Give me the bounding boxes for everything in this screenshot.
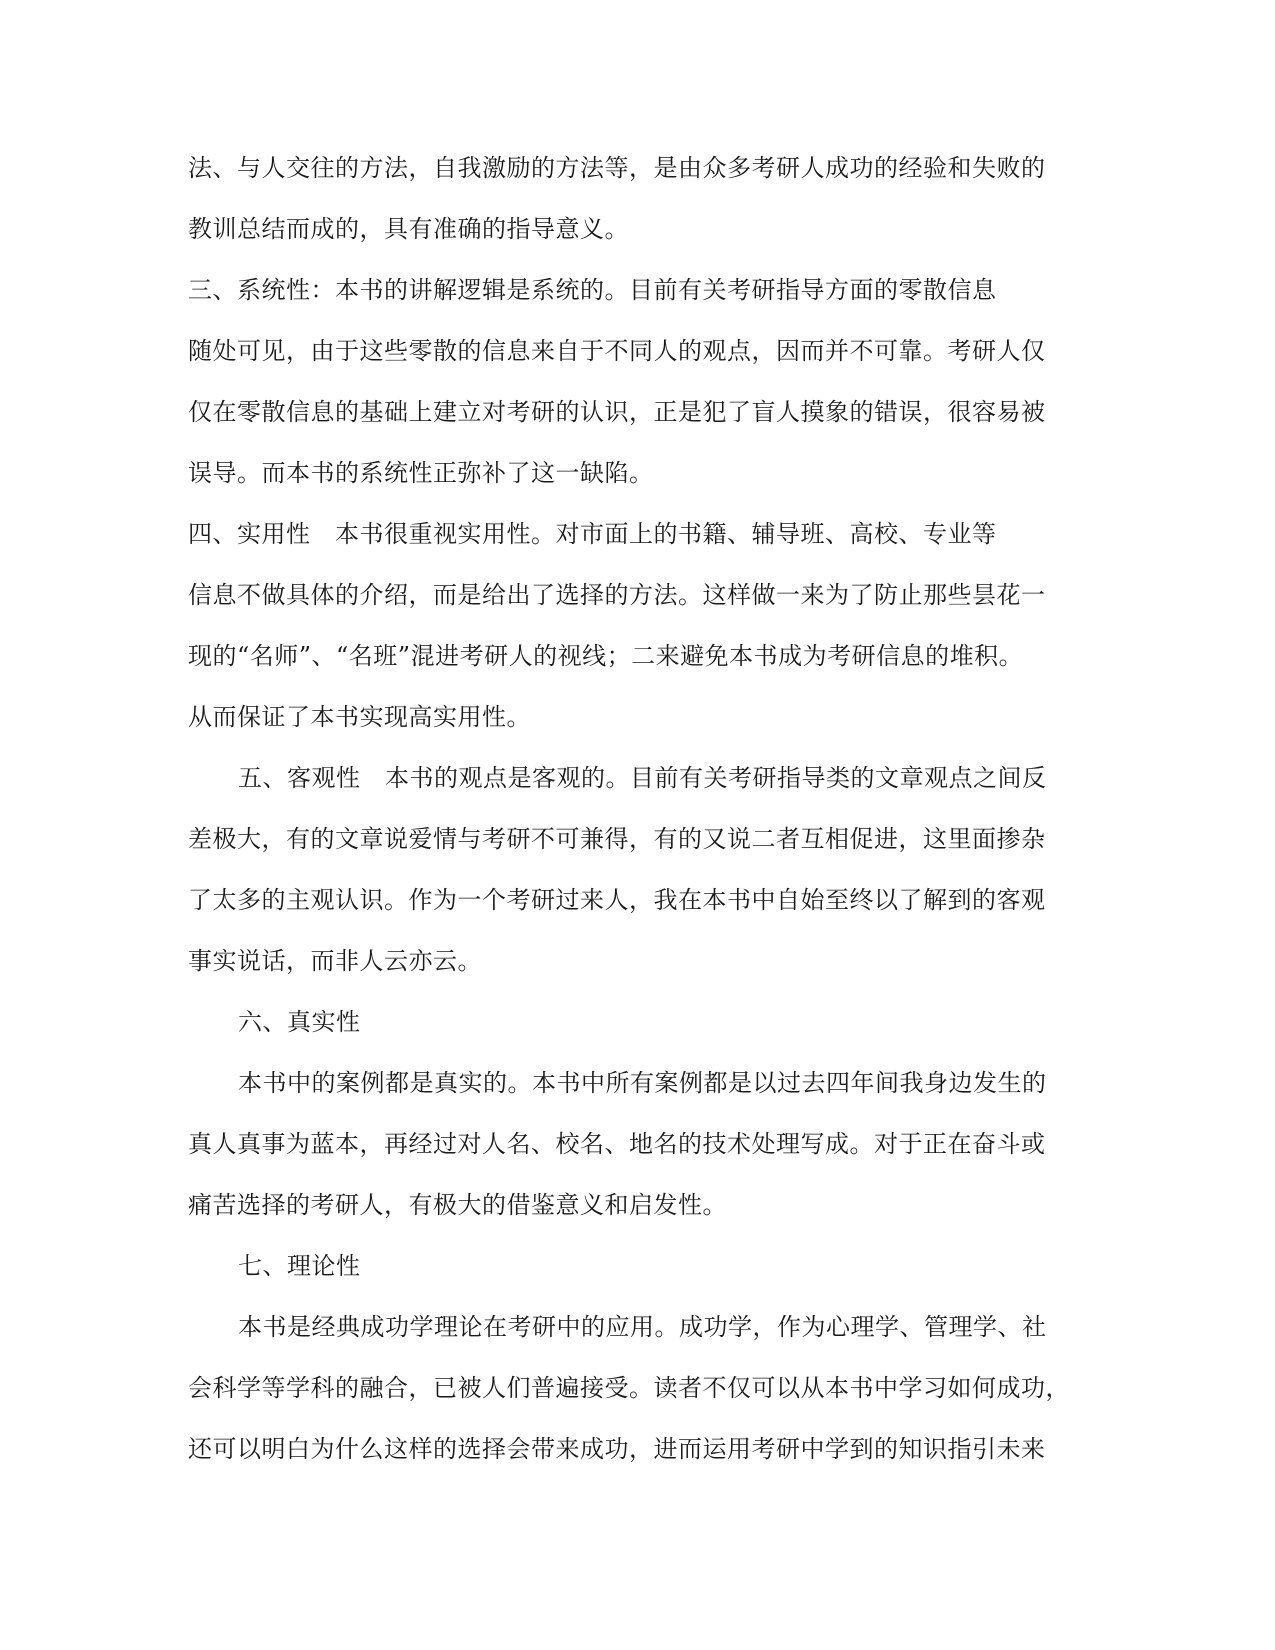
text-line: 六、真实性 — [238, 1008, 361, 1036]
body-text — [188, 138, 1088, 1480]
text-line: 误导。而本书的系统性正弥补了这一缺陷。 — [188, 459, 654, 487]
text-line: 三、系统性：本书的讲解逻辑是系统的。目前有关考研指导方面的零散信息 — [188, 276, 997, 304]
text-line: 事实说话，而非人云亦云。 — [188, 947, 482, 975]
text-line: 仅在零散信息的基础上建立对考研的认识，正是犯了盲人摸象的错误，很容易被 — [188, 398, 1046, 426]
text-line: 信息不做具体的介绍，而是给出了选择的方法。这样做一来为了防止那些昙花一 — [188, 581, 1046, 609]
text-line: 了太多的主观认识。作为一个考研过来人，我在本书中自始至终以了解到的客观 — [188, 886, 1046, 914]
text-line: 痛苦选择的考研人，有极大的借鉴意义和启发性。 — [188, 1191, 727, 1219]
text-line: 差极大，有的文章说爱情与考研不可兼得，有的又说二者互相促进，这里面掺杂 — [188, 825, 1046, 853]
text-line: 真人真事为蓝本，再经过对人名、校名、地名的技术处理写成。对于正在奋斗或 — [188, 1130, 1046, 1158]
text-line: 现的“名师”、“名班”混进考研人的视线；二来避免本书成为考研信息的堆积。 — [188, 642, 1024, 670]
text-line: 从而保证了本书实现高实用性。 — [188, 703, 531, 731]
text-line: 法、与人交往的方法，自我激励的方法等，是由众多考研人成功的经验和失败的 — [188, 154, 1046, 182]
text-line: 教训总结而成的，具有准确的指导意义。 — [188, 215, 629, 243]
text-line: 随处可见，由于这些零散的信息来自于不同人的观点，因而并不可靠。考研人仅 — [188, 337, 1046, 365]
text-line: 本书是经典成功学理论在考研中的应用。成功学，作为心理学、管理学、社 — [238, 1313, 1047, 1341]
text-line: 本书中的案例都是真实的。本书中所有案例都是以过去四年间我身边发生的 — [238, 1069, 1047, 1097]
text-line: 四、实用性 本书很重视实用性。对市面上的书籍、辅导班、高校、专业等 — [188, 520, 997, 548]
text-line: 还可以明白为什么这样的选择会带来成功，进而运用考研中学到的知识指引未来 — [188, 1435, 1046, 1463]
text-line: 五、客观性 本书的观点是客观的。目前有关考研指导类的文章观点之间反 — [238, 764, 1047, 792]
text-line: 七、理论性 — [238, 1252, 361, 1280]
text-line: 会科学等学科的融合，已被人们普遍接受。读者不仅可以从本书中学习如何成功， — [188, 1374, 1070, 1402]
